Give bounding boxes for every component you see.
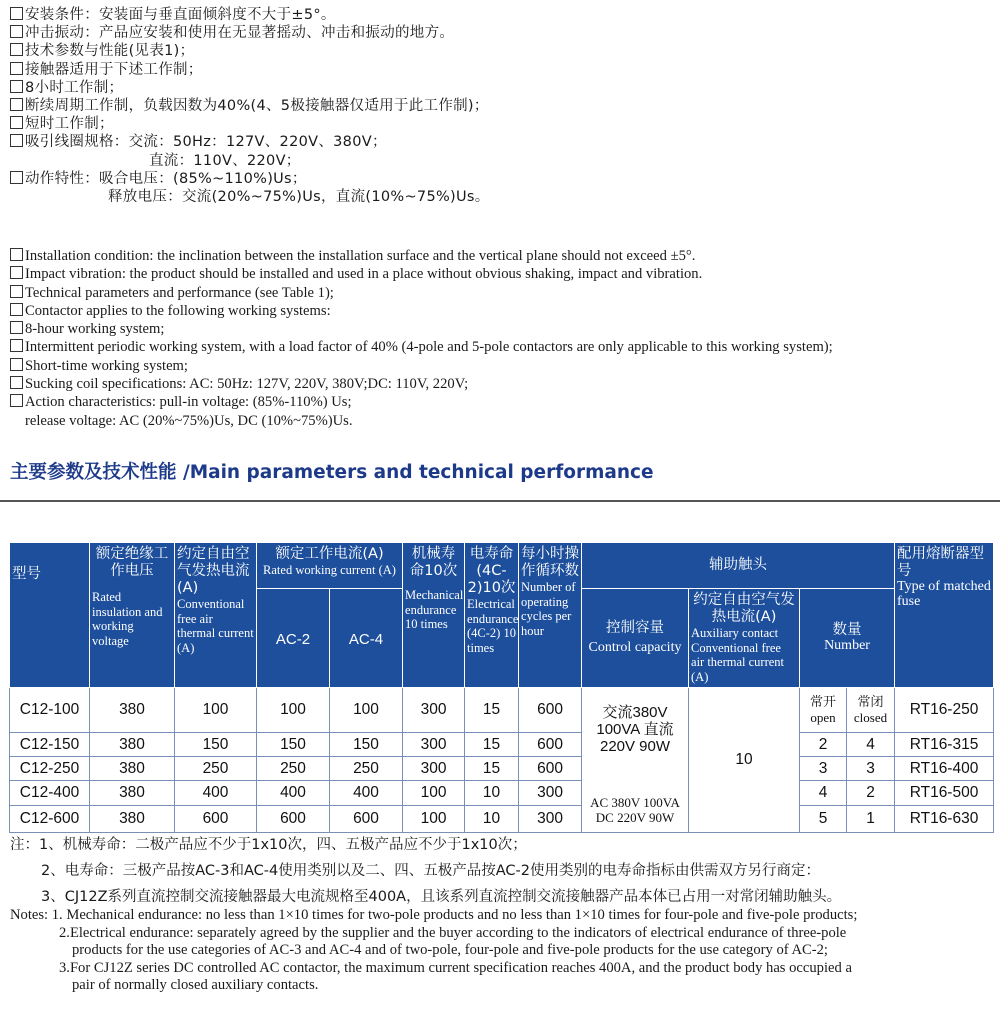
cn-conditions-list	[10, 6, 490, 206]
list-item: Short-time working system;	[10, 357, 833, 375]
closed-header-cell: 常闭 closed	[847, 688, 895, 733]
checkbox-icon	[10, 358, 23, 371]
list-item: Impact vibration: the product should be installed and used in a place without obvious shaking, impact and vibration.	[10, 265, 833, 283]
list-item: 吸引线圈规格：交流：50Hz：127V、220V、380V；	[10, 133, 490, 151]
checkbox-icon	[10, 321, 23, 334]
header-cycles: 每小时操作循环数 Number of operating cycles per hour	[519, 543, 582, 688]
header-aux: 辅助触头	[582, 543, 895, 589]
checkbox-icon	[10, 43, 23, 56]
list-item: 8小时工作制；	[10, 79, 490, 97]
header-model: 型号	[10, 543, 90, 688]
list-item: 断续周期工作制，负载因数为40%(4、5极接触器仅适用于此工作制)；	[10, 97, 490, 115]
table-row: C12-100 380 100 100 100 300 15 600 交流380V 100VA 直流220V 90W AC 380V 100VA DC 220V 90W 10 常开 open 常闭 closed RT16-250	[10, 688, 994, 733]
list-item: 短时工作制；	[10, 115, 490, 133]
spec-table	[9, 542, 994, 833]
table-row: C12-150 380 150 150 150 300 15 600 2 4 RT16-315	[10, 733, 994, 757]
table-row: C12-400 380 400 400 400 100 10 300 4 2 RT16-500	[10, 781, 994, 806]
table-row: C12-600 380 600 600 600 100 10 300 5 1 RT16-630	[10, 806, 994, 833]
note-line: pair of normally closed auxiliary contacts.	[72, 977, 319, 993]
checkbox-icon	[10, 7, 23, 20]
list-item: 技术参数与性能(见表1)；	[10, 42, 490, 60]
note-line: products for the use categories of AC-3 and AC-4 and of two-pole, four-pole and five-pole products for the use category of AC-2;	[72, 942, 828, 958]
header-aux-thermal: 约定自由空气发热电流(A) Auxiliary contact Conventional free air thermal current (A)	[689, 589, 800, 688]
checkbox-icon	[10, 80, 23, 93]
header-thermal: 约定自由空气发热电流(A) Conventional free air thermal current (A)	[175, 543, 257, 688]
list-item: 动作特性：吸合电压：(85%~110%)Us；	[10, 170, 490, 188]
checkbox-icon	[10, 171, 23, 184]
notes-en	[10, 907, 995, 995]
list-item: 接触器适用于下述工作制；	[10, 61, 490, 79]
note-line: 3、CJ12Z系列直流控制交流接触器最大电流规格至400A，且该系列直流控制交流接触器产品本体已占用一对常闭辅助触头。	[41, 889, 842, 905]
list-item: Technical parameters and performance (see Table 1);	[10, 284, 833, 302]
list-item: 释放电压：交流(20%~75%)Us，直流(10%~75%)Us。	[108, 189, 490, 206]
checkbox-icon	[10, 303, 23, 316]
checkbox-icon	[10, 285, 23, 298]
table-row: C12-250 380 250 250 250 300 15 600 3 3 RT16-400	[10, 757, 994, 781]
checkbox-icon	[10, 25, 23, 38]
en-conditions-list	[10, 247, 833, 430]
checkbox-icon	[10, 116, 23, 129]
open-header-cell: 常开 open	[800, 688, 847, 733]
checkbox-icon	[10, 339, 23, 352]
header-insulation: 额定绝缘工作电压 Rated insulation and working voltage	[90, 543, 175, 688]
header-control-capacity: 控制容量 Control capacity	[582, 589, 689, 688]
header-number: 数量 Number	[800, 589, 895, 688]
list-item: Sucking coil specifications: AC: 50Hz: 127V, 220V, 380V;DC: 110V, 220V;	[10, 375, 833, 393]
checkbox-icon	[10, 248, 23, 261]
note-line: 3.For CJ12Z series DC controlled AC contactor, the maximum current specification reaches 400A, and the product body has occupied a	[59, 959, 852, 976]
list-item: Intermittent periodic working system, with a load factor of 40% (4-pole and 5-pole contactors are only applicable to this working system);	[10, 338, 833, 356]
header-ac2: AC-2	[257, 589, 330, 688]
header-elec: 电寿命(4C-2)10次 Electrical endurance (4C-2) 10 times	[465, 543, 519, 688]
checkbox-icon	[10, 376, 23, 389]
checkbox-icon	[10, 98, 23, 111]
list-item: 8-hour working system;	[10, 320, 833, 338]
note-line: 2.Electrical endurance: separately agreed by the supplier and the buyer according to the indicators of electrical endurance of three-pole	[59, 924, 847, 941]
note-line: Notes: 1. Mechanical endurance: no less than 1×10 times for two-pole products and no less than 1×10 times for four-pole and five-pole products;	[10, 907, 858, 923]
note-line: 2、电寿命：三极产品按AC-3和AC-4使用类别以及二、四、五极产品按AC-2使用类别的电寿命指标由供需双方另行商定：	[41, 863, 820, 879]
header-fuse: 配用熔断器型号 Type of matched fuse	[895, 543, 994, 688]
notes-cn	[10, 832, 841, 910]
list-item: 直流：110V、220V；	[149, 152, 301, 169]
list-item: Contactor applies to the following working systems:	[10, 302, 833, 320]
list-item: 安装条件：安装面与垂直面倾斜度不大于±5°。	[10, 6, 490, 24]
note-line: 注：1、机械寿命：二极产品应不少于1x10次，四、五极产品应不少于1x10次；	[10, 837, 527, 853]
control-capacity-cell: 交流380V 100VA 直流220V 90W AC 380V 100VA DC 220V 90W	[582, 688, 689, 833]
aux-thermal-cell: 10	[689, 688, 800, 833]
checkbox-icon	[10, 134, 23, 147]
header-working: 额定工作电流(A) Rated working current (A)	[257, 543, 403, 589]
list-item: 冲击振动：产品应安装和使用在无显著摇动、冲击和振动的地方。	[10, 24, 490, 42]
checkbox-icon	[10, 394, 23, 407]
divider	[0, 500, 1000, 502]
section-title: 主要参数及技术性能 /Main parameters and technical performance	[10, 462, 654, 483]
header-ac4: AC-4	[330, 589, 403, 688]
header-mech: 机械寿命10次 Mechanical endurance 10 times	[403, 543, 465, 688]
checkbox-icon	[10, 62, 23, 75]
list-item: release voltage: AC (20%~75%)Us, DC (10%~75%)Us.	[25, 412, 353, 429]
list-item: Installation condition: the inclination between the installation surface and the vertical plane should not exceed ±5°.	[10, 247, 833, 265]
checkbox-icon	[10, 266, 23, 279]
list-item: Action characteristics: pull-in voltage: (85%-110%) Us;	[10, 393, 833, 411]
